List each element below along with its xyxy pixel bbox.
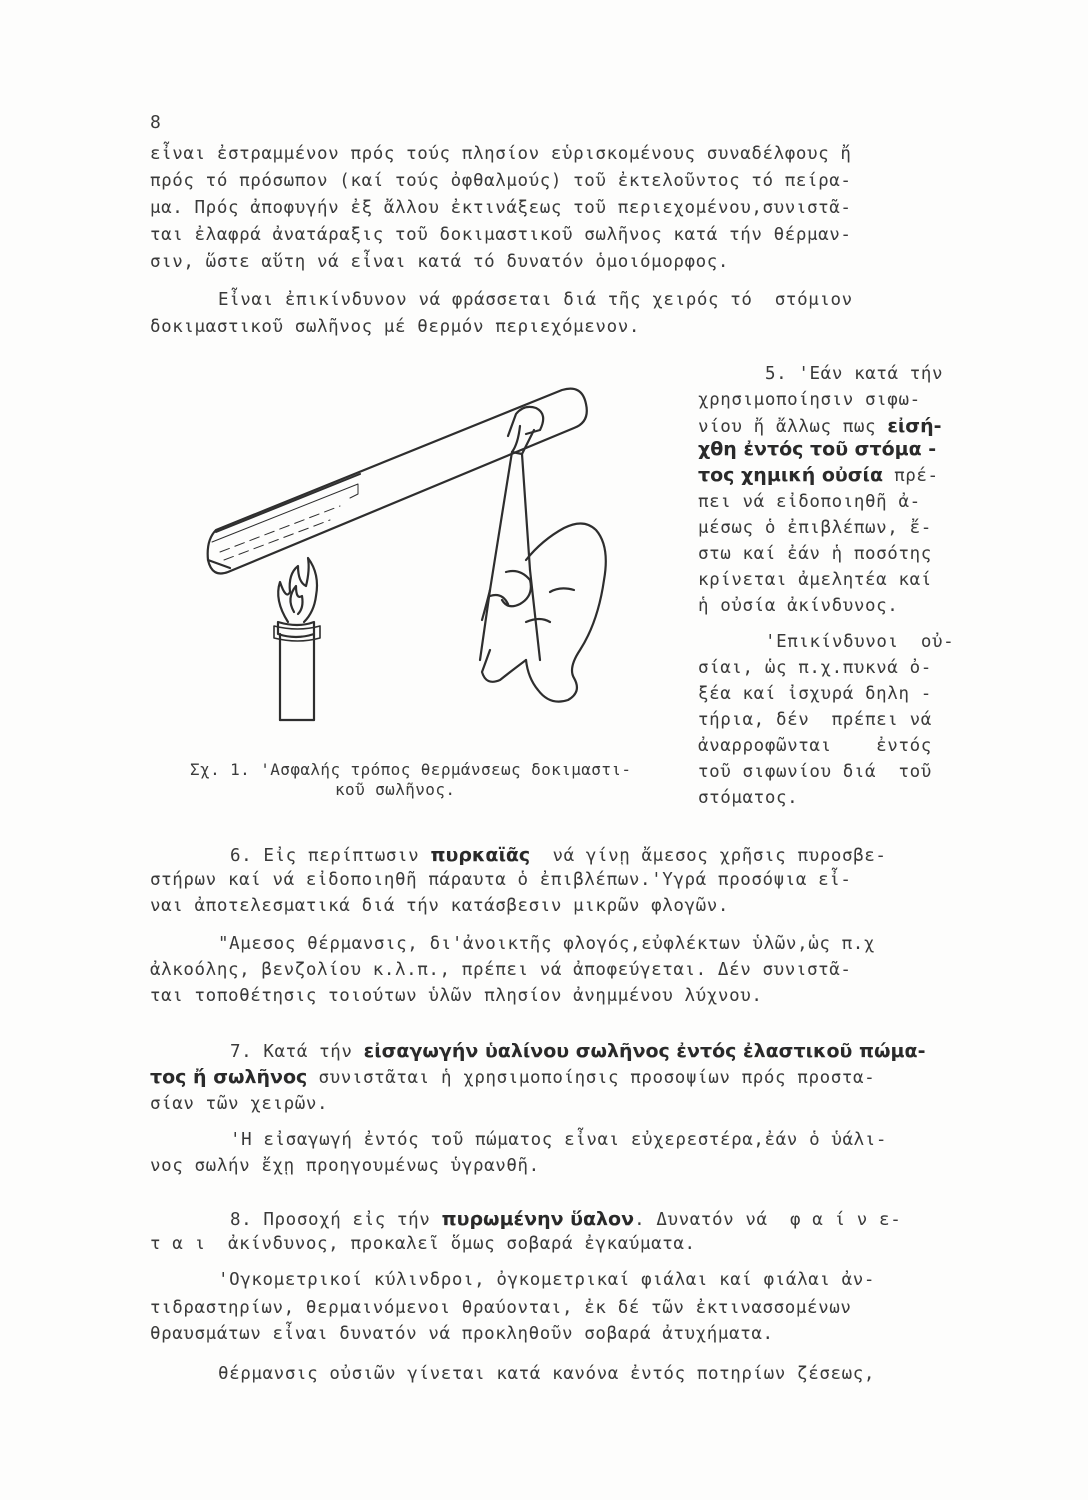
text-line: τήρια, δέν πρέπει νά	[698, 710, 932, 730]
text-line: πρός τό πρόσωπον (καί τούς ὀφθαλμούς) τοῦ ἐκτελοῦντος τό πείρα-	[150, 171, 852, 191]
figure-caption: κοῦ σωλῆνος.	[335, 780, 456, 799]
text-line: 'Η εἰσαγωγή ἐντός τοῦ πώματος εἶναι εὐχερεστέρα,ἐάν ὁ ὑάλι-	[230, 1130, 888, 1150]
text-line: 'Επικίνδυνοι οὐ-	[765, 632, 955, 652]
text-line: μα. Πρός ἀποφυγήν ἐξ ἄλλου ἐκτινάξεως τοῦ περιεχομένου,συνιστᾶ-	[150, 198, 852, 218]
text-line: ἡ οὐσία ἀκίνδυνος.	[698, 596, 899, 616]
text-line: στόματος.	[698, 788, 799, 808]
text-line: στήρων καί νά εἰδοποιηθῆ πάραυτα ὁ ἐπιβλέπων.'Υγρά προσόψια εἶ-	[150, 870, 852, 890]
text-line: ἀναρροφῶνται ἐντός	[698, 736, 932, 756]
text-line: "Αμεσος θέρμανσις, δι'ἀνοικτῆς φλογός,εὐφλέκτων ὑλῶν,ὡς π.χ	[218, 934, 876, 954]
text-line: σίαι, ὡς π.χ.πυκνά ὀ-	[698, 658, 932, 678]
text-line: σιν, ὥστε αὕτη νά εἶναι κατά τό δυνατόν ὁμοιόμορφος.	[150, 252, 730, 272]
text-line: χρησιμοποίησιν σιφω-	[698, 390, 921, 410]
text-line: εἶναι ἐστραμμένον πρός τούς πλησίον εὑρισκομένους συναδέλφους ἤ	[150, 144, 852, 164]
figure-caption: Σχ. 1. 'Ασφαλής τρόπος θερμάνσεως δοκιμαστι-	[190, 760, 632, 779]
text-line: πει νά εἰδοποιηθῆ ἀ-	[698, 492, 921, 512]
text-line: τος ἤ σωλῆνος συνιστᾶται ἡ χρησιμοποίησις προσοψίων πρός προστα-	[150, 1066, 876, 1088]
text-line: σίαν τῶν χειρῶν.	[150, 1094, 329, 1114]
test-tube-heating-illustration	[190, 360, 610, 740]
text-line: 'Ογκομετρικοί κύλινδροι, ὀγκομετρικαί φιάλαι καί φιάλαι ἀν-	[218, 1270, 876, 1290]
text-line: τοῦ σιφωνίου διά τοῦ	[698, 762, 932, 782]
text-line: νος σωλήν ἔχῃ προηγουμένως ὑγρανθῆ.	[150, 1156, 540, 1176]
text-line: τ α ι ἀκίνδυνος, προκαλεῖ ὅμως σοβαρά ἐγκαύματα.	[150, 1234, 696, 1254]
clamp-icon	[508, 407, 543, 436]
text-line: 6. Εἰς περίπτωσιν πυρκαϊᾶς νά γίνῃ ἄμεσος χρῆσις πυροσβε-	[230, 844, 887, 866]
text-line: χθη ἐντός τοῦ στόμα -	[698, 438, 937, 460]
text-line: τος χημική οὐσία πρέ-	[698, 464, 939, 486]
text-line: ξέα καί ἰσχυρά δηλη -	[698, 684, 932, 704]
text-line: ἀλκοόλης, βενζολίου κ.λ.π., πρέπει νά ἀποφεύγεται. Δέν συνιστᾶ-	[150, 960, 852, 980]
hand-icon	[526, 523, 606, 701]
text-line: 5. 'Εάν κατά τήν	[765, 364, 944, 384]
text-line: νίου ἤ ἄλλως πως εἰσή-	[698, 415, 942, 437]
text-line: στω καί ἐάν ἡ ποσότης	[698, 544, 932, 564]
text-line: μέσως ὁ ἐπιβλέπων, ἔ-	[698, 518, 932, 538]
text-line: δοκιμαστικοῦ σωλῆνος μέ θερμόν περιεχόμενον.	[150, 317, 640, 337]
text-line: κρίνεται ἀμελητέα καί	[698, 570, 932, 590]
text-line: ται τοποθέτησις τοιούτων ὑλῶν πλησίον ἀνημμένου λύχνου.	[150, 986, 763, 1006]
text-line: Εἶναι ἐπικίνδυνον νά φράσσεται διά τῆς χειρός τό στόμιον	[218, 290, 853, 310]
page-number: 8	[150, 112, 161, 133]
text-line: 7. Κατά τήν εἰσαγωγήν ὑαλίνου σωλῆνος ἐντός ἐλαστικοῦ πώμα-	[230, 1040, 926, 1062]
test-tube-icon	[208, 389, 587, 574]
text-line: 8. Προσοχή εἰς τήν πυρωμένην ὕαλον. Δυνατόν νά φ α ί ν ε-	[230, 1208, 902, 1230]
text-line: τιδραστηρίων, θερμαινόμενοι θραύονται, ἐκ δέ τῶν ἐκτινασσομένων	[150, 1298, 852, 1318]
text-line: ναι ἀποτελεσματικά διά τήν κατάσβεσιν μικρῶν φλογῶν.	[150, 896, 730, 916]
text-line: ται ἐλαφρά ἀνατάραξις τοῦ δοκιμαστικοῦ σωλῆνος κατά τήν θέρμαν-	[150, 225, 852, 245]
text-line: θέρμανσις οὐσιῶν γίνεται κατά κανόνα ἐντός ποτηρίων ζέσεως,	[218, 1364, 876, 1384]
flame-icon	[278, 558, 317, 622]
text-line: θραυσμάτων εἶναι δυνατόν νά προκληθοῦν σοβαρά ἀτυχήματα.	[150, 1324, 774, 1344]
